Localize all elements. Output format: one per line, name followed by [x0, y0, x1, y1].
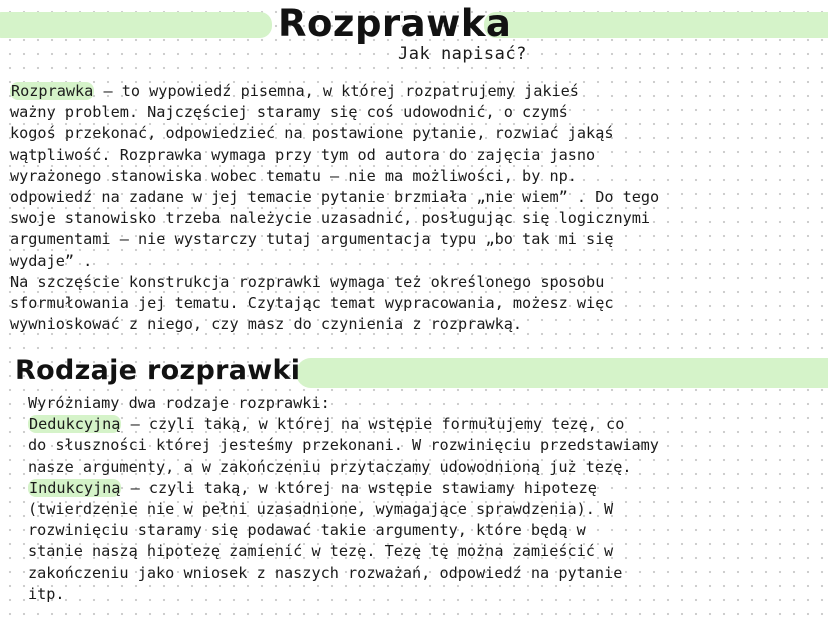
- kinds-line: rozwinięciu staramy się podawać takie argumenty, które będą w: [28, 521, 586, 540]
- kinds-line: [28, 414, 659, 435]
- intro-line: sformułowania jej tematu. Czytając temat wypracowania, możesz więc: [10, 294, 614, 313]
- kinds-line: nasze argumenty, a w zakończeniu przytaczamy udowodnioną już tezę.: [28, 457, 632, 476]
- intro-line: ważny problem. Najczęściej staramy się coś udowodnić, o czymś: [10, 103, 568, 122]
- intro-paragraph: [10, 81, 659, 335]
- kinds-line: zakończeniu jako wniosek z naszych rozważań, odpowiedź na pytanie: [28, 563, 623, 582]
- term-highlight-inductive: Indukcyjną: [29, 478, 121, 497]
- section-highlight-bar: [296, 358, 828, 388]
- page-title: Rozprawka: [278, 2, 512, 45]
- page-subtitle: Jak napisać?: [398, 44, 527, 64]
- intro-line: [10, 81, 659, 102]
- kinds-line: Wyróżniamy dwa rodzaje rozprawki:: [28, 394, 330, 412]
- intro-line: odpowiedź na zadane w jej temacie pytanie brzmiała „nie wiem” . Do tego: [10, 188, 660, 207]
- intro-line: wątpliwość. Rozprawka wymaga przy tym od autora do zajęcia jasno: [10, 145, 596, 164]
- inductive-line-rest: – czyli taką, w której na wstępie stawiamy hipotezę: [121, 478, 597, 497]
- kinds-line: itp.: [28, 584, 65, 603]
- intro-line: argumentami – nie wystarczy tutaj argumentacja typu „bo tak mi się: [10, 230, 614, 249]
- intro-line: kogoś przekonać, odpowiedzieć na postawione pytanie, rozwiać jakąś: [10, 124, 614, 143]
- term-highlight-rozprawka: Rozprawka: [11, 82, 94, 100]
- kinds-line: stanie naszą hipotezę zamienić w tezę. Tezę tę można zamieścić w: [28, 542, 614, 561]
- intro-line: wywnioskować z niego, czy masz do czynienia z rozprawką.: [10, 315, 523, 334]
- kinds-line: [28, 478, 659, 499]
- kinds-line: do słuszności której jesteśmy przekonani. W rozwinięciu przedstawiamy: [28, 436, 659, 455]
- intro-line: wyrażonego stanowiska wobec tematu – nie ma możliwości, by np.: [10, 166, 577, 185]
- title-highlight-bar-right: [484, 12, 828, 38]
- section-title: Rodzaje rozprawki: [15, 355, 301, 386]
- kinds-line: (twierdzenie nie w pełni uzasadnione, wymagające sprawdzenia). W: [28, 500, 614, 519]
- kinds-paragraph: [28, 393, 659, 605]
- intro-line: wydaje” .: [10, 251, 93, 270]
- intro-line: Na szczęście konstrukcja rozprawki wymaga też określonego sposobu: [10, 272, 605, 291]
- deductive-line-rest: – czyli taką, w której na wstępie formułujemy tezę, co: [121, 415, 625, 434]
- intro-line: swoje stanowisko trzeba należycie uzasadnić, posługując się logicznymi: [10, 209, 651, 228]
- title-highlight-bar-left: [0, 12, 272, 38]
- intro-line-rest: – to wypowiedź pisemna, w której rozpatrujemy jakieś: [94, 82, 579, 100]
- term-highlight-deductive: Dedukcyjną: [29, 415, 121, 434]
